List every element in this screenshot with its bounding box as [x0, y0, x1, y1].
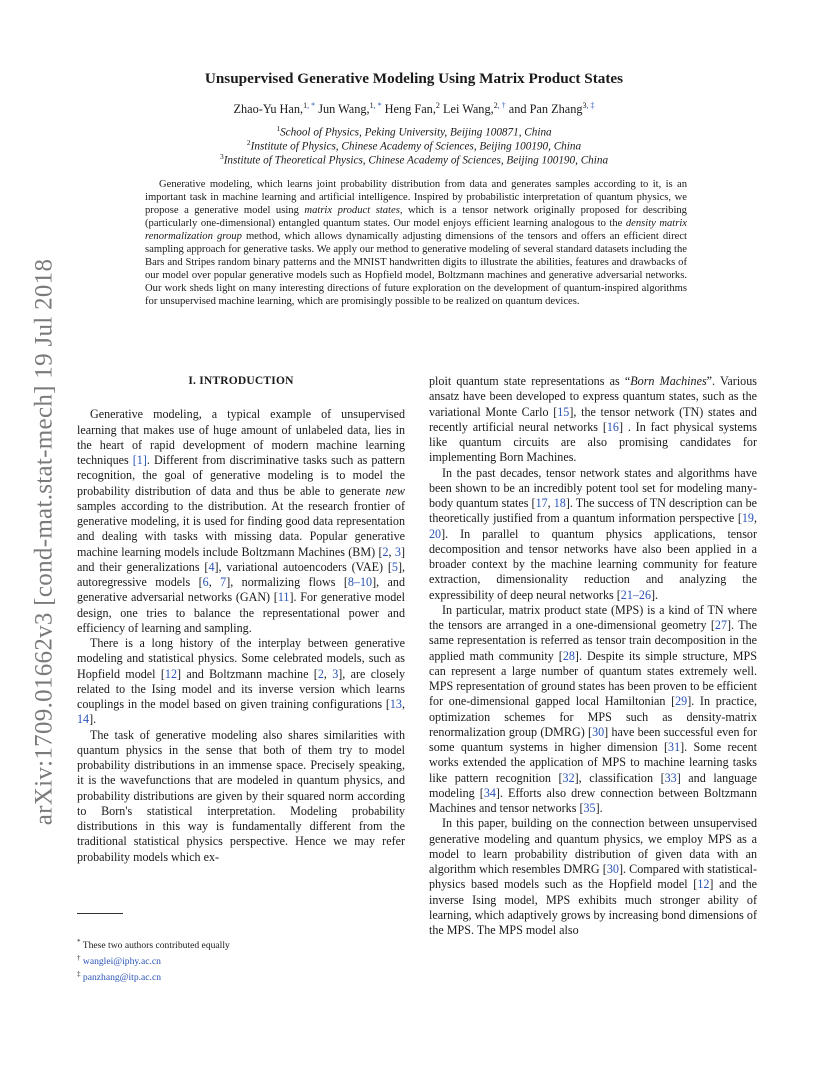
paragraph-text: In particular, matrix product state (MPS) is a kind of TN where the tensors are arranged in a one-dimensional geometry [ [429, 602, 757, 632]
citation-link[interactable]: 2 [382, 544, 389, 559]
author-4-mark[interactable]: , † [497, 101, 506, 110]
author-list [80, 101, 748, 117]
citation-link[interactable]: [1] [132, 453, 147, 467]
paragraph-text: ]. Some recent works extended the application of MPS to machine learning tasks like pattern recognition [ [429, 740, 757, 785]
paragraph-text: ] and Boltzmann machine [ [176, 666, 318, 681]
paragraph-text: , [401, 697, 405, 711]
paragraph-text: . Different from discriminative tasks such as pattern recognition, the goal of generative modeling is to model the probability distribution of data and thus be able to generate [77, 453, 405, 498]
paragraph-text: ]. [89, 712, 97, 727]
paragraph-text: ”. Various ansatz have been developed to express quantum states, such as the variational Monte Carlo [ [429, 374, 757, 419]
paragraph [429, 466, 757, 603]
paragraph-text: ], variational autoencoders (VAE) [ [214, 559, 392, 574]
author-1: Zhao-Yu Han,$^{1, *}$ [233, 101, 316, 117]
email-link-panzhang[interactable]: panzhang@itp.ac.cn [82, 972, 161, 984]
affiliation-3: $^3$Institute of Theoretical Physics, Chinese Academy of Sciences, Beijing 100190, China [219, 152, 609, 167]
author-2-mark[interactable]: , * [373, 101, 382, 110]
abstract: Generative modeling, which learns joint probability distribution from data and generates samples according to it, is an important task in machine learning and artificial intelligence. Inspired by probabilistic interpretation of quantum physics, we propose a generative model using matrix product states, which is a tensor network originally proposed for describing (particularly one-dimensional) entangled quantum states. Our model enjoys efficient learning analogous to the density matrix renormalization group method, which allows dynamically adjusting dimensions of the tensors and offers an efficient direct sampling approach for generative tasks. We apply our method to generative modeling of several standard datasets including the Bars and Stripes random binary patterns and the MNIST handwritten digits to illustrate the abilities, features and drawbacks of our model over popular generative models such as Hopfield model, Boltzmann machines and generative adversarial networks. Our work sheds light on many interesting directions of future exploration on the development of quantum-inspired algorithms for unsupervised machine learning, which are promisingly possible to be realized on quantum devices. [145, 179, 687, 307]
paragraph [77, 407, 405, 636]
paragraph-text: ], are closely related to the Ising model and its inverse version which learns couplings in the model based on given training configurations [ [77, 666, 405, 711]
footnotes [77, 936, 405, 985]
paragraph-text: ]. The success of TN description can be theoretically justified from a quantum information perspective [ [429, 496, 757, 526]
email-link-wanglei[interactable]: wanglei@iphy.ac.cn [82, 956, 161, 968]
paragraph-text: ploit quantum state representations as “ [429, 374, 631, 388]
paragraph-text: The task of generative modeling also shares similarities with quantum physics in the sense that both of them try to model probability distributions in an immense space. Precisely speaking, it is the wavefunctions that are modeled in quantum physics, and probability distributions are given by their squared norm according to Born's statistical interpretation. Modeling probability distributions in this way is fundamentally different from the traditional statistical physics perspective. Hence we may refer probability models which ex- [77, 727, 405, 864]
citation-link[interactable]: 21–26 [620, 587, 651, 602]
affiliation-2: $^2$Institute of Physics, Chinese Academy of Sciences, Beijing 100190, China [246, 138, 582, 153]
paragraph-text: ] . In fact physical systems like quantum circuits are also promising candidates for implementing Born Machines. [429, 419, 758, 465]
citation-link[interactable]: 7 [220, 575, 227, 589]
citation-link[interactable]: 35 [583, 801, 596, 815]
citation-link[interactable]: 4 [208, 559, 215, 574]
paragraph-text: ], and generative adversarial networks (GAN) [ [77, 575, 405, 605]
citation-link[interactable]: 2 [317, 666, 324, 681]
citation-link[interactable]: 14 [77, 712, 90, 727]
citation-link[interactable]: 3 [332, 666, 339, 681]
citation-link[interactable]: 19 [741, 511, 754, 526]
paragraph [77, 728, 405, 865]
citation-link[interactable]: 3 [394, 544, 401, 559]
paragraph-text: ], normalizing flows [ [226, 575, 348, 589]
section-heading-introduction: I. INTRODUCTION [188, 375, 294, 387]
paragraph-text: ], the tensor network (TN) states and recently artificial neural networks [ [429, 404, 757, 434]
citation-link[interactable]: 31 [668, 740, 681, 754]
footnote-3: ‡ panzhang@itp.ac.cn [77, 970, 161, 984]
paragraph-text: ]. For generative model design, one tries to balance the representational power and efficiency of learning and sampling. [77, 590, 405, 635]
footnote-rule [77, 913, 123, 914]
left-column-body [77, 407, 405, 865]
paragraph-text: new [385, 483, 405, 498]
affiliation-1: $^1$School of Physics, Peking University, Beijing 100871, China [276, 124, 552, 139]
paragraph-text: , [547, 496, 554, 510]
citation-link[interactable]: 27 [714, 618, 727, 632]
citation-link[interactable]: 15 [557, 404, 570, 419]
citation-link[interactable]: 20 [429, 526, 442, 541]
paragraph-text: , [753, 511, 757, 526]
paragraph-text: ]. [651, 587, 659, 602]
paragraph-text: ] and language modeling [ [429, 770, 757, 800]
paragraph-text: In the past decades, tensor network states and algorithms have been shown to be an incredibly potent tool set for modeling many-body quantum states [ [429, 465, 757, 510]
paragraph-text: In this paper, building on the connection between unsupervised generative modeling and quantum physics, we employ MPS as a model to learn probability distribution of given data with an algorithm which resembles DMRG [ [429, 816, 757, 876]
paragraph-text: Generative modeling, a typical example of unsupervised learning that makes use of huge amount of unlabeled data, lies in the heart of rapid development of modern machine learning techniques [77, 407, 405, 467]
paragraph-text: ]. Compared with statistical-physics based models such as the Hopfield model [ [429, 862, 758, 892]
author-5-mark[interactable]: , ‡ [586, 101, 595, 110]
paragraph-text: samples according to the distribution. At the research frontier of generative modeling, it is used for finding good data representation and dealing with tasks with missing data. Popular generative machine learning models include Boltzmann Machines (BM) [ [77, 498, 405, 559]
author-3: Heng Fan,$^2$ [384, 101, 440, 117]
citation-link[interactable]: 29 [675, 694, 688, 709]
paragraph-text: ]. In practice, optimization schemes for MPS such as density-matrix renormalization group (DMRG) [ [429, 694, 757, 739]
right-column-body [429, 374, 757, 938]
author-2: Jun Wang,$^{1, *}$ [318, 101, 382, 117]
paragraph-text: ]. The same representation is referred as tensor train decomposition in the applied math community [ [429, 618, 757, 663]
right-column [429, 374, 757, 938]
paragraph [429, 603, 757, 817]
paper-title: Unsupervised Generative Modeling Using Matrix Product States [204, 70, 624, 87]
paragraph-text: Born Machines [630, 374, 707, 388]
citation-link[interactable]: 12 [164, 666, 177, 681]
paragraph-text: ]. In parallel to quantum physics applications, tensor decomposition and tensor networks have also been applied in a broader context by the machine learning community for feature extraction, dimensionality reduction and analyzing the expressibility of deep neural networks [ [429, 526, 757, 602]
arxiv-watermark [28, 236, 60, 848]
paragraph-text: ] have been successful even for some quantum systems in higher dimension [ [429, 724, 757, 754]
citation-link[interactable]: 30 [592, 724, 605, 739]
paragraph-text: ]. [595, 801, 603, 815]
citation-link[interactable]: 33 [664, 770, 677, 785]
paragraph [429, 816, 757, 938]
paragraph-text: ]. Efforts also drew connection between Boltzmann Machines and tensor networks [ [429, 785, 757, 815]
citation-link[interactable]: 13 [389, 697, 402, 711]
citation-link[interactable]: 16 [606, 419, 619, 434]
citation-link[interactable]: 8–10 [347, 575, 373, 589]
paragraph [77, 636, 405, 728]
citation-link[interactable]: 18 [553, 496, 566, 510]
citation-link[interactable]: 34 [483, 785, 496, 800]
citation-link[interactable]: 32 [562, 770, 575, 785]
arxiv-id-text: arXiv:1709.01662v3 [cond-mat.stat-mech] 19 Jul 2018 [30, 258, 57, 826]
paragraph-text: ], classification [ [574, 770, 665, 785]
paragraph-text: , [323, 666, 333, 681]
paragraph-text: ] and their generalizations [ [77, 544, 405, 574]
paragraph-text: ], autoregressive models [ [77, 559, 405, 589]
citation-link[interactable]: 17 [535, 496, 548, 510]
author-5: and Pan Zhang$^{3, \ddagger}$ [508, 101, 595, 117]
left-column [77, 374, 405, 865]
paragraph-text: There is a long history of the interplay between generative modeling and statistical physics. Some celebrated models, such as Hopfield model [ [77, 636, 405, 681]
paragraph-text: , [208, 575, 221, 589]
citation-link[interactable]: 12 [697, 877, 710, 892]
citation-link[interactable]: 30 [606, 862, 619, 876]
author-4: Lei Wang,$^{2, \dagger}$ [442, 101, 506, 117]
footnote-2: † wanglei@iphy.ac.cn [77, 954, 161, 968]
paragraph-text: ]. Despite its simple structure, MPS can represent a large number of quantum states extremely well. MPS representation of ground states has been proven to be efficient for one-dimensional gapped local Hamiltonian [ [429, 648, 758, 709]
citation-link[interactable]: 28 [562, 648, 575, 663]
footnote-1: * These two authors contributed equally [77, 938, 230, 952]
citation-link[interactable]: 6 [202, 575, 209, 589]
paragraph [429, 374, 757, 466]
paragraph-text: , [388, 544, 395, 559]
paragraph-text: ] and the inverse Ising model, MPS exhibits much stronger ability of learning, which adaptively grows by increasing bond dimensions of the MPS. The MPS model also [429, 877, 758, 937]
citation-link[interactable]: 5 [391, 559, 398, 574]
author-1-mark[interactable]: , * [307, 101, 316, 110]
citation-link[interactable]: 11 [277, 590, 290, 605]
